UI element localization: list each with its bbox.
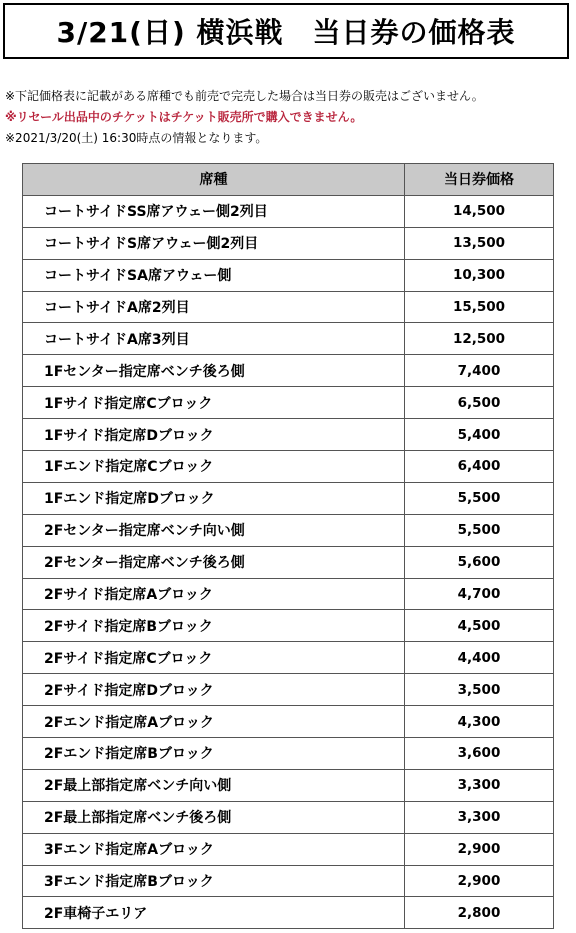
page-title: 3/21(日) 横浜戦 当日券の価格表	[56, 16, 516, 49]
seat-type-cell: 1Fエンド指定席Cブロック	[23, 451, 405, 483]
table-row	[23, 801, 554, 833]
seat-type-cell: コートサイドA席2列目	[23, 291, 405, 323]
table-row	[23, 738, 554, 770]
price-table	[22, 163, 554, 929]
price-cell: 13,500	[405, 227, 554, 259]
seat-type-cell: コートサイドSA席アウェー側	[23, 259, 405, 291]
price-cell: 7,400	[405, 355, 554, 387]
price-cell: 4,300	[405, 706, 554, 738]
price-cell: 2,900	[405, 833, 554, 865]
header-price: 当日券価格	[405, 164, 554, 196]
price-cell: 3,300	[405, 769, 554, 801]
table-row	[23, 514, 554, 546]
seat-type-cell: コートサイドS席アウェー側2列目	[23, 227, 405, 259]
table-row	[23, 865, 554, 897]
title-box	[3, 3, 569, 59]
seat-type-cell: 2Fサイド指定席Dブロック	[23, 674, 405, 706]
table-row	[23, 642, 554, 674]
seat-type-cell: 2F車椅子エリア	[23, 897, 405, 929]
price-cell: 3,500	[405, 674, 554, 706]
price-cell: 6,500	[405, 387, 554, 419]
price-cell: 3,600	[405, 738, 554, 770]
seat-type-cell: コートサイドSS席アウェー側2列目	[23, 195, 405, 227]
price-cell: 5,500	[405, 482, 554, 514]
seat-type-cell: 1Fサイド指定席Cブロック	[23, 387, 405, 419]
table-row	[23, 291, 554, 323]
price-cell: 5,400	[405, 419, 554, 451]
table-row	[23, 482, 554, 514]
price-cell: 4,700	[405, 578, 554, 610]
table-row	[23, 355, 554, 387]
seat-type-cell: 2Fエンド指定席Bブロック	[23, 738, 405, 770]
table-row	[23, 578, 554, 610]
price-cell: 6,400	[405, 451, 554, 483]
price-cell: 4,400	[405, 642, 554, 674]
seat-type-cell: 2Fセンター指定席ベンチ後ろ側	[23, 546, 405, 578]
seat-type-cell: 2Fサイド指定席Bブロック	[23, 610, 405, 642]
price-cell: 4,500	[405, 610, 554, 642]
seat-type-cell: 1Fサイド指定席Dブロック	[23, 419, 405, 451]
note-resale-warning: ※リセール出品中のチケットはチケット販売所で購入できません。	[5, 110, 363, 124]
table-row	[23, 451, 554, 483]
seat-type-cell: 2F最上部指定席ベンチ後ろ側	[23, 801, 405, 833]
table-row	[23, 897, 554, 929]
table-row	[23, 195, 554, 227]
price-cell: 12,500	[405, 323, 554, 355]
price-cell: 3,300	[405, 801, 554, 833]
table-row	[23, 419, 554, 451]
table-row	[23, 227, 554, 259]
seat-type-cell: 3Fエンド指定席Aブロック	[23, 833, 405, 865]
seat-type-cell: 3Fエンド指定席Bブロック	[23, 865, 405, 897]
table-row	[23, 706, 554, 738]
table-row	[23, 323, 554, 355]
price-cell: 15,500	[405, 291, 554, 323]
seat-type-cell: 1Fエンド指定席Dブロック	[23, 482, 405, 514]
note-sold-out: ※下記価格表に記載がある席種でも前売で完売した場合は当日券の販売はございません。	[5, 89, 484, 103]
seat-type-cell: 1Fセンター指定席ベンチ後ろ側	[23, 355, 405, 387]
table-header-row	[23, 164, 554, 196]
table-row	[23, 387, 554, 419]
notes	[5, 86, 571, 149]
seat-type-cell: コートサイドA席3列目	[23, 323, 405, 355]
note-info-timestamp: ※2021/3/20(土) 16:30時点の情報となります。	[5, 131, 268, 145]
seat-type-cell: 2Fサイド指定席Cブロック	[23, 642, 405, 674]
table-row	[23, 259, 554, 291]
seat-type-cell: 2Fエンド指定席Aブロック	[23, 706, 405, 738]
seat-type-cell: 2Fセンター指定席ベンチ向い側	[23, 514, 405, 546]
table-row	[23, 674, 554, 706]
header-seat-type: 席種	[23, 164, 405, 196]
table-row	[23, 769, 554, 801]
price-cell: 5,600	[405, 546, 554, 578]
price-cell: 2,800	[405, 897, 554, 929]
price-cell: 14,500	[405, 195, 554, 227]
price-cell: 5,500	[405, 514, 554, 546]
table-row	[23, 546, 554, 578]
price-cell: 2,900	[405, 865, 554, 897]
table-row	[23, 833, 554, 865]
table-row	[23, 610, 554, 642]
seat-type-cell: 2F最上部指定席ベンチ向い側	[23, 769, 405, 801]
seat-type-cell: 2Fサイド指定席Aブロック	[23, 578, 405, 610]
price-rows	[23, 195, 554, 928]
price-cell: 10,300	[405, 259, 554, 291]
